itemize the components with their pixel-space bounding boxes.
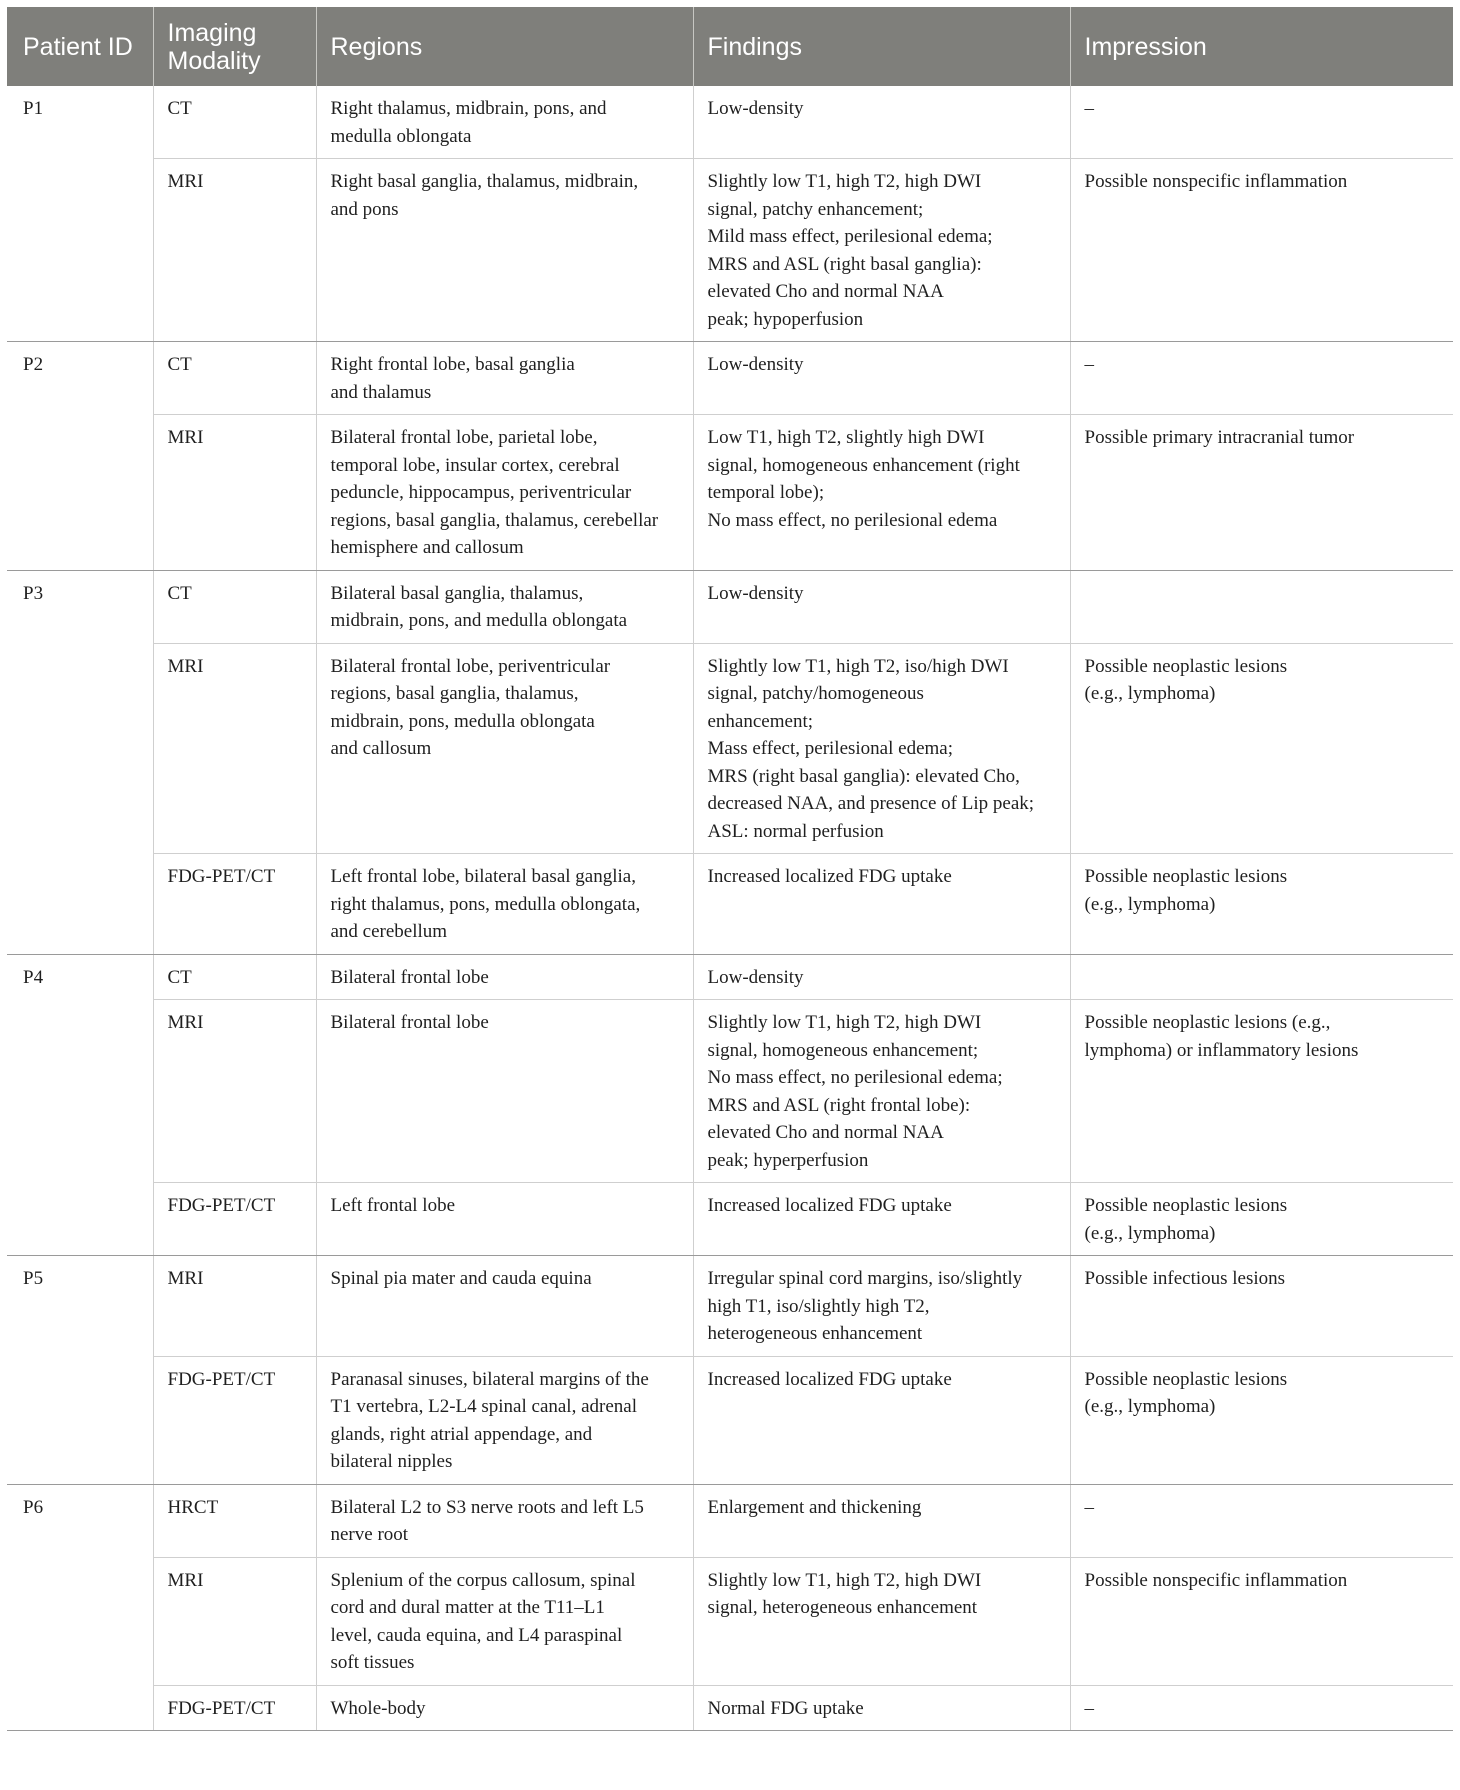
cell-text-line: Left frontal lobe, bilateral basal ganglia,: [330, 866, 636, 887]
cell-text-line: MRI: [167, 1569, 204, 1591]
cell-text-line: HRCT: [167, 1496, 219, 1518]
findings-cell: [693, 954, 1070, 1000]
cell-text-line: –: [1084, 98, 1094, 119]
impression-cell: [1070, 1356, 1453, 1484]
cell-text-line: signal, patchy/homogeneous: [707, 683, 924, 704]
cell-text-line: and thalamus: [330, 381, 432, 403]
cell-text-line: Bilateral frontal lobe: [330, 966, 489, 988]
cell-text-line: signal, homogeneous enhancement;: [707, 1039, 979, 1061]
cell-text-line: MRS and ASL (right frontal lobe):: [707, 1094, 971, 1116]
impression-cell: [1070, 643, 1453, 854]
findings-cell: [693, 1183, 1070, 1256]
imaging-modality-cell: [153, 1484, 316, 1557]
cell-text-line: Possible nonspecific inflammation: [1084, 1569, 1348, 1591]
findings-cell: [693, 1256, 1070, 1357]
cell-text-line: signal, heterogeneous enhancement: [707, 1597, 978, 1618]
cell-text-line: midbrain, pons, medulla oblongata: [330, 710, 595, 732]
imaging-modality-cell: [153, 643, 316, 854]
cell-text-line: Possible primary intracranial tumor: [1084, 427, 1355, 448]
cell-text-line: Spinal pia mater and cauda equina: [330, 1268, 592, 1289]
cell-text-line: MRI: [167, 655, 204, 677]
regions-cell: [316, 1484, 693, 1557]
cell-text-line: No mass effect, no perilesional edema: [707, 509, 998, 531]
cell-text-line: (e.g., lymphoma): [1084, 893, 1216, 915]
cell-text-line: regions, basal ganglia, thalamus,: [330, 683, 579, 704]
cell-text-line: Mild mass effect, perilesional edema;: [707, 226, 993, 247]
impression-cell: [1070, 1256, 1453, 1357]
cell-text-line: bilateral nipples: [330, 1451, 453, 1472]
cell-text-line: –: [1084, 1697, 1094, 1719]
header-impression: Impression: [1070, 7, 1453, 86]
cell-text-line: Possible neoplastic lesions: [1084, 1195, 1288, 1216]
cell-text-line: Possible nonspecific inflammation: [1084, 171, 1348, 192]
cell-text-line: CT: [167, 966, 192, 988]
findings-cell: [693, 1484, 1070, 1557]
cell-text-line: Possible infectious lesions: [1084, 1268, 1286, 1289]
cell-text-line: FDG-PET/CT: [167, 866, 276, 887]
cell-text-line: Slightly low T1, high T2, high DWI: [707, 171, 982, 192]
impression-cell: [1070, 1000, 1453, 1183]
table-row: [7, 1356, 1453, 1484]
regions-cell: [316, 415, 693, 571]
cell-text-line: (e.g., lymphoma): [1084, 683, 1216, 704]
cell-text-line: Splenium of the corpus callosum, spinal: [330, 1569, 636, 1591]
header-modality-line: Modality: [167, 46, 261, 75]
cell-text-line: and cerebellum: [330, 921, 448, 942]
table-row: [7, 1183, 1453, 1256]
findings-cell: [693, 643, 1070, 854]
cell-text-line: hemisphere and callosum: [330, 537, 524, 558]
cell-text-line: heterogeneous enhancement: [707, 1323, 923, 1344]
cell-text-line: signal, patchy enhancement;: [707, 198, 924, 220]
cell-text-line: CT: [167, 98, 192, 119]
table-row: [7, 1685, 1453, 1731]
cell-text-line: peduncle, hippocampus, periventricular: [330, 482, 632, 503]
regions-cell: [316, 1256, 693, 1357]
cell-text-line: high T1, iso/slightly high T2,: [707, 1295, 930, 1317]
cell-text-line: Low-density: [707, 966, 804, 988]
cell-text-line: Slightly low T1, high T2, high DWI: [707, 1569, 982, 1591]
findings-cell: [693, 159, 1070, 342]
cell-text-line: glands, right atrial appendage, and: [330, 1423, 593, 1445]
imaging-modality-cell: [153, 1000, 316, 1183]
cell-text-line: MRI: [167, 1268, 204, 1289]
imaging-modality-cell: [153, 159, 316, 342]
cell-text-line: MRI: [167, 1012, 204, 1033]
cell-text-line: peak; hypoperfusion: [707, 308, 864, 330]
cell-text-line: regions, basal ganglia, thalamus, cerebellar: [330, 509, 659, 531]
table-row: [7, 1000, 1453, 1183]
cell-text-line: Low-density: [707, 582, 804, 604]
cell-text-line: P2: [23, 354, 44, 375]
cell-text-line: lymphoma) or inflammatory lesions: [1084, 1039, 1359, 1061]
imaging-modality-cell: [153, 1685, 316, 1731]
table-row: [7, 1256, 1453, 1357]
cell-text-line: P1: [23, 98, 44, 119]
findings-cell: [693, 1000, 1070, 1183]
cell-text-line: Left frontal lobe: [330, 1195, 456, 1216]
findings-cell: [693, 86, 1070, 159]
findings-cell: [693, 1356, 1070, 1484]
cell-text-line: Irregular spinal cord margins, iso/slightly: [707, 1268, 1023, 1289]
impression-cell: [1070, 1183, 1453, 1256]
impression-cell: [1070, 1685, 1453, 1731]
regions-cell: [316, 570, 693, 643]
table-row: [7, 954, 1453, 1000]
cell-text-line: Right thalamus, midbrain, pons, and: [330, 98, 607, 119]
impression-cell: [1070, 86, 1453, 159]
table-row: [7, 159, 1453, 342]
cell-text-line: (e.g., lymphoma): [1084, 1396, 1216, 1417]
regions-cell: [316, 342, 693, 415]
findings-cell: [693, 570, 1070, 643]
patient-id-cell: [7, 570, 153, 954]
impression-cell: [1070, 159, 1453, 342]
impression-cell: [1070, 954, 1453, 1000]
cell-text-line: level, cauda equina, and L4 paraspinal: [330, 1624, 623, 1646]
regions-cell: [316, 1557, 693, 1685]
cell-text-line: P4: [23, 966, 44, 988]
impression-cell: [1070, 342, 1453, 415]
cell-text-line: P5: [23, 1268, 44, 1289]
cell-text-line: Mass effect, perilesional edema;: [707, 738, 953, 759]
impression-cell: [1070, 415, 1453, 571]
regions-cell: [316, 86, 693, 159]
cell-text-line: CT: [167, 582, 192, 604]
cell-text-line: Paranasal sinuses, bilateral margins of the: [330, 1368, 649, 1390]
cell-text-line: Bilateral frontal lobe, periventricular: [330, 655, 611, 677]
cell-text-line: elevated Cho and normal NAA: [707, 1122, 944, 1143]
cell-text-line: Low-density: [707, 98, 804, 119]
regions-cell: [316, 854, 693, 955]
findings-cell: [693, 342, 1070, 415]
table-row: [7, 415, 1453, 571]
regions-cell: [316, 954, 693, 1000]
patient-id-cell: [7, 1256, 153, 1485]
cell-text-line: Enlargement and thickening: [707, 1496, 922, 1518]
cell-text-line: P6: [23, 1496, 44, 1518]
cell-text-line: soft tissues: [330, 1652, 415, 1673]
cell-text-line: Bilateral basal ganglia, thalamus,: [330, 582, 584, 604]
impression-cell: [1070, 854, 1453, 955]
regions-cell: [316, 159, 693, 342]
cell-text-line: elevated Cho and normal NAA: [707, 281, 944, 302]
table-row: [7, 342, 1453, 415]
imaging-modality-cell: [153, 342, 316, 415]
regions-cell: [316, 1183, 693, 1256]
header-regions: Regions: [316, 7, 693, 86]
cell-text-line: Whole-body: [330, 1697, 426, 1719]
cell-text-line: midbrain, pons, and medulla oblongata: [330, 610, 628, 631]
cell-text-line: enhancement;: [707, 710, 814, 732]
cell-text-line: Right basal ganglia, thalamus, midbrain,: [330, 171, 639, 192]
table-body: [7, 86, 1453, 1731]
cell-text-line: signal, homogeneous enhancement (right: [707, 454, 1020, 476]
cell-text-line: medulla oblongata: [330, 125, 472, 147]
cell-text-line: Slightly low T1, high T2, high DWI: [707, 1012, 982, 1033]
cell-text-line: CT: [167, 354, 192, 375]
header-modality-line: Imaging: [167, 18, 257, 47]
cell-text-line: Normal FDG uptake: [707, 1697, 864, 1719]
imaging-modality-cell: [153, 1183, 316, 1256]
imaging-findings-table: [7, 7, 1453, 1731]
imaging-modality-cell: [153, 1256, 316, 1357]
cell-text-line: FDG-PET/CT: [167, 1368, 276, 1390]
cell-text-line: P3: [23, 582, 44, 604]
cell-text-line: Increased localized FDG uptake: [707, 866, 952, 887]
table-row: [7, 1484, 1453, 1557]
table-row: [7, 854, 1453, 955]
cell-text-line: temporal lobe);: [707, 482, 825, 503]
table-row: [7, 570, 1453, 643]
cell-text-line: and callosum: [330, 738, 432, 759]
cell-text-line: Low-density: [707, 354, 804, 375]
header-row: [7, 7, 1453, 86]
patient-id-cell: [7, 954, 153, 1256]
cell-text-line: MRS and ASL (right basal ganglia):: [707, 253, 982, 275]
findings-cell: [693, 1557, 1070, 1685]
cell-text-line: MRS (right basal ganglia): elevated Cho,: [707, 765, 1020, 787]
imaging-modality-cell: [153, 954, 316, 1000]
cell-text-line: –: [1084, 354, 1094, 375]
cell-text-line: T1 vertebra, L2-L4 spinal canal, adrenal: [330, 1396, 637, 1417]
cell-text-line: Increased localized FDG uptake: [707, 1195, 952, 1216]
findings-cell: [693, 415, 1070, 571]
header-findings: Findings: [693, 7, 1070, 86]
cell-text-line: Possible neoplastic lesions: [1084, 866, 1288, 887]
cell-text-line: temporal lobe, insular cortex, cerebral: [330, 454, 620, 476]
table-row: [7, 86, 1453, 159]
header-imaging-modality: [153, 7, 316, 86]
cell-text-line: cord and dural matter at the T11–L1: [330, 1597, 605, 1618]
patient-id-cell: [7, 342, 153, 571]
cell-text-line: Possible neoplastic lesions (e.g.,: [1084, 1012, 1331, 1033]
impression-cell: [1070, 1484, 1453, 1557]
imaging-modality-cell: [153, 1356, 316, 1484]
regions-cell: [316, 1685, 693, 1731]
regions-cell: [316, 643, 693, 854]
cell-text-line: ASL: normal perfusion: [707, 820, 884, 842]
imaging-modality-cell: [153, 86, 316, 159]
impression-cell: [1070, 570, 1453, 643]
cell-text-line: (e.g., lymphoma): [1084, 1222, 1216, 1244]
cell-text-line: decreased NAA, and presence of Lip peak;: [707, 793, 1035, 814]
cell-text-line: Bilateral frontal lobe: [330, 1012, 489, 1033]
table-header: [7, 7, 1453, 86]
cell-text-line: peak; hyperperfusion: [707, 1149, 869, 1171]
findings-cell: [693, 1685, 1070, 1731]
findings-cell: [693, 854, 1070, 955]
cell-text-line: Bilateral frontal lobe, parietal lobe,: [330, 427, 598, 448]
imaging-modality-cell: [153, 415, 316, 571]
header-patient-id: Patient ID: [7, 7, 153, 86]
table-row: [7, 643, 1453, 854]
cell-text-line: MRI: [167, 171, 204, 192]
cell-text-line: nerve root: [330, 1524, 409, 1545]
cell-text-line: FDG-PET/CT: [167, 1697, 276, 1719]
cell-text-line: Right frontal lobe, basal ganglia: [330, 354, 575, 375]
cell-text-line: and pons: [330, 198, 399, 220]
patient-id-cell: [7, 86, 153, 342]
cell-text-line: Bilateral L2 to S3 nerve roots and left L5: [330, 1496, 644, 1518]
cell-text-line: right thalamus, pons, medulla oblongata,: [330, 893, 641, 915]
cell-text-line: Low T1, high T2, slightly high DWI: [707, 427, 985, 448]
imaging-modality-cell: [153, 1557, 316, 1685]
cell-text-line: Possible neoplastic lesions: [1084, 655, 1288, 677]
patient-id-cell: [7, 1484, 153, 1731]
imaging-modality-cell: [153, 570, 316, 643]
cell-text-line: FDG-PET/CT: [167, 1195, 276, 1216]
cell-text-line: –: [1084, 1496, 1094, 1518]
table-row: [7, 1557, 1453, 1685]
cell-text-line: Slightly low T1, high T2, iso/high DWI: [707, 655, 1009, 677]
cell-text-line: MRI: [167, 427, 204, 448]
impression-cell: [1070, 1557, 1453, 1685]
regions-cell: [316, 1000, 693, 1183]
cell-text-line: No mass effect, no perilesional edema;: [707, 1067, 1003, 1088]
cell-text-line: Increased localized FDG uptake: [707, 1368, 952, 1390]
imaging-modality-cell: [153, 854, 316, 955]
regions-cell: [316, 1356, 693, 1484]
cell-text-line: Possible neoplastic lesions: [1084, 1368, 1288, 1390]
